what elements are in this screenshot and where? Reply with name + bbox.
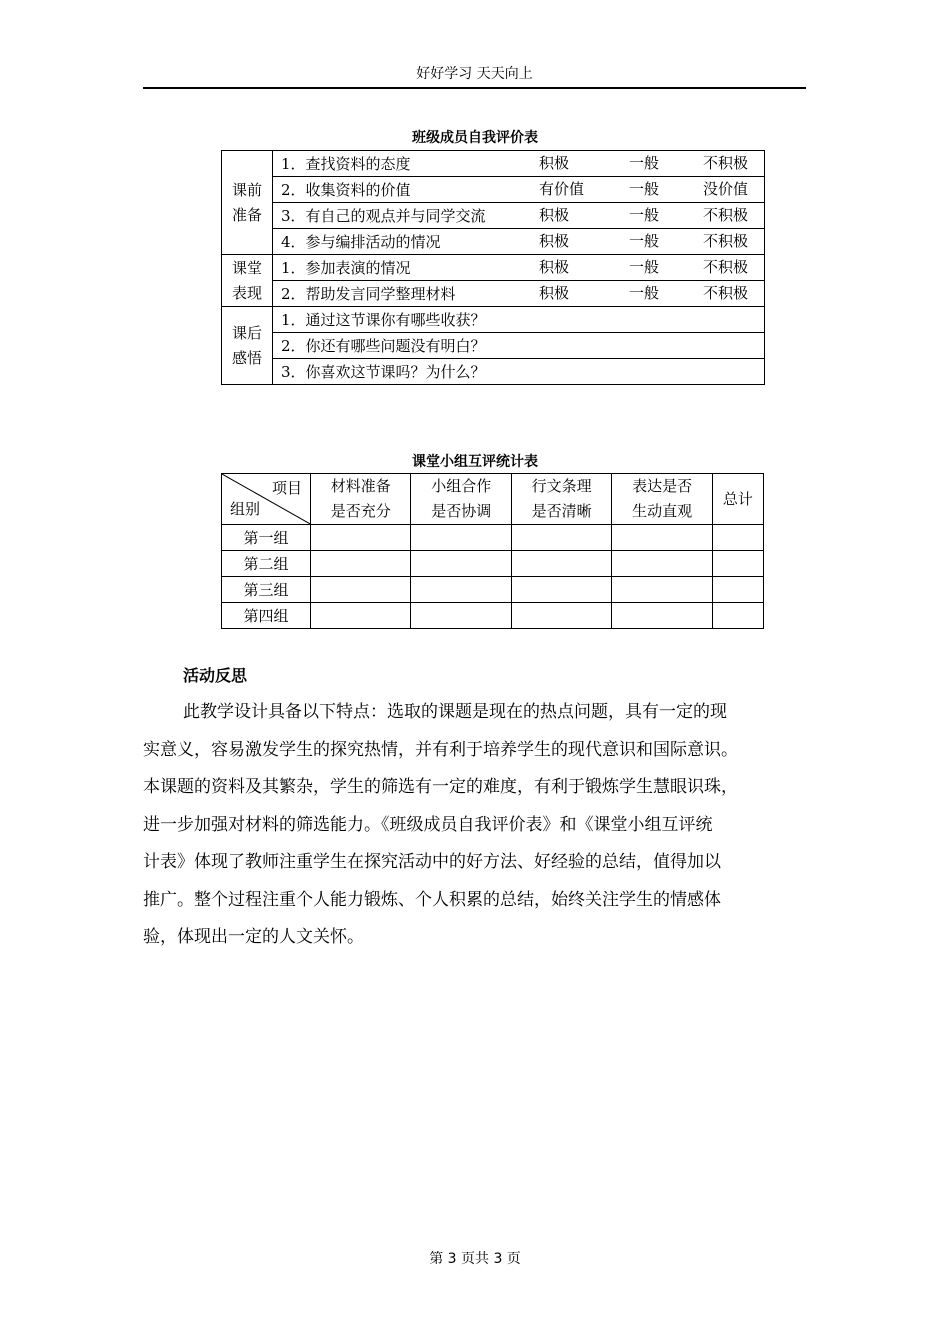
question-text: 4．参与编排活动的情况 [281,233,441,251]
question-cell [273,281,765,307]
table-row [222,333,765,359]
group-label: 第四组 [222,603,311,629]
score-cell [411,525,511,551]
rating-option: 积极 [539,284,570,302]
paragraph-line: 进一步加强对材料的筛选能力。《班级成员自我评价表》和《课堂小组互评统 [143,814,713,835]
question-cell [273,203,765,229]
table-row [222,551,764,577]
rating-option: 一般 [629,284,660,302]
rating-option: 不积极 [703,258,749,276]
rating-option: 积极 [539,206,570,224]
score-cell [511,525,611,551]
corner-label-item: 项目 [271,479,302,497]
question-cell [273,229,765,255]
table-row [222,577,764,603]
group-evaluation-table-title: 课堂小组互评统计表 [412,454,538,470]
score-cell [712,525,763,551]
question-text: 2．收集资料的价值 [281,181,411,199]
reflection-title: 活动反思 [183,666,248,685]
question-text: 2．帮助发言同学整理材料 [281,285,456,303]
score-cell [411,551,511,577]
rating-option: 积极 [539,258,570,276]
score-cell [712,577,763,603]
table-row [222,281,765,307]
rating-option: 一般 [629,232,660,250]
table-row [222,603,764,629]
section-label: 课后 感悟 [222,307,273,385]
score-cell [612,525,712,551]
page-footer: 第 3 页共 3 页 [429,1251,521,1267]
question-text: 1．查找资料的态度 [281,155,411,173]
paragraph-line: 此教学设计具备以下特点：选取的课题是现在的热点问题，具有一定的现 [183,702,727,722]
table-row [222,177,765,203]
paragraph-line: 计表》体现了教师注重学生在探究活动中的好方法、好经验的总结，值得加以 [143,852,721,872]
paragraph-line: 验，体现出一定的人文关怀。 [143,927,364,947]
question-text: 3．有自己的观点并与同学交流 [281,207,486,225]
question-cell [273,151,765,177]
question-cell [273,255,765,281]
rating-option: 不积极 [703,206,749,224]
table-row [222,359,765,385]
score-cell [511,603,611,629]
rating-option: 有价值 [539,180,585,198]
score-cell [311,525,411,551]
score-cell [712,551,763,577]
reflection-paragraph [143,694,808,957]
question-text: 3．你喜欢这节课吗？为什么？ [281,363,486,381]
question-cell [273,177,765,203]
page-header: 好好学习 天天向上 [143,64,806,89]
score-cell [712,603,763,629]
column-header: 小组合作 是否协调 [411,474,511,525]
question-text: 2．你还有哪些问题没有明白？ [281,337,486,355]
column-header-total: 总计 [712,474,763,525]
table-row [222,255,765,281]
question-text: 1．参加表演的情况 [281,259,411,277]
question-cell [273,307,765,333]
score-cell [311,577,411,603]
score-cell [612,551,712,577]
rating-option: 不积极 [703,154,749,172]
self-evaluation-table [221,150,765,385]
group-label: 第二组 [222,551,311,577]
self-evaluation-table-title: 班级成员自我评价表 [412,130,538,146]
column-header: 行文条理 是否清晰 [511,474,611,525]
group-evaluation-table [221,473,764,629]
paragraph-line: 推广。整个过程注重个人能力锻炼、个人积累的总结，始终关注学生的情感体 [143,889,721,910]
score-cell [411,577,511,603]
paragraph-line: 实意义，容易激发学生的探究热情，并有利于培养学生的现代意识和国际意识。 [143,739,738,760]
score-cell [311,551,411,577]
score-cell [612,603,712,629]
table-row [222,203,765,229]
group-label: 第一组 [222,525,311,551]
rating-option: 不积极 [703,232,749,250]
rating-option: 一般 [629,154,660,172]
rating-option: 没价值 [703,180,749,198]
section-label: 课前 准备 [222,151,273,255]
table-row [222,229,765,255]
score-cell [511,577,611,603]
rating-option: 不积极 [703,284,749,302]
column-header: 表达是否 生动直观 [612,474,712,525]
rating-option: 一般 [629,258,660,276]
score-cell [311,603,411,629]
corner-label-group: 组别 [230,500,261,518]
rating-option: 积极 [539,154,570,172]
group-label: 第三组 [222,577,311,603]
column-header: 材料准备 是否充分 [311,474,411,525]
score-cell [612,577,712,603]
section-label: 课堂 表现 [222,255,273,307]
table-row [222,151,765,177]
score-cell [411,603,511,629]
rating-option: 积极 [539,232,570,250]
table-row [222,307,765,333]
question-cell [273,359,765,385]
rating-option: 一般 [629,206,660,224]
table-row [222,525,764,551]
question-text: 1．通过这节课你有哪些收获？ [281,311,486,329]
corner-header-cell [222,474,311,525]
question-cell [273,333,765,359]
paragraph-line: 本课题的资料及其繁杂，学生的筛选有一定的难度，有利于锻炼学生慧眼识珠， [143,777,738,797]
score-cell [511,551,611,577]
rating-option: 一般 [629,180,660,198]
